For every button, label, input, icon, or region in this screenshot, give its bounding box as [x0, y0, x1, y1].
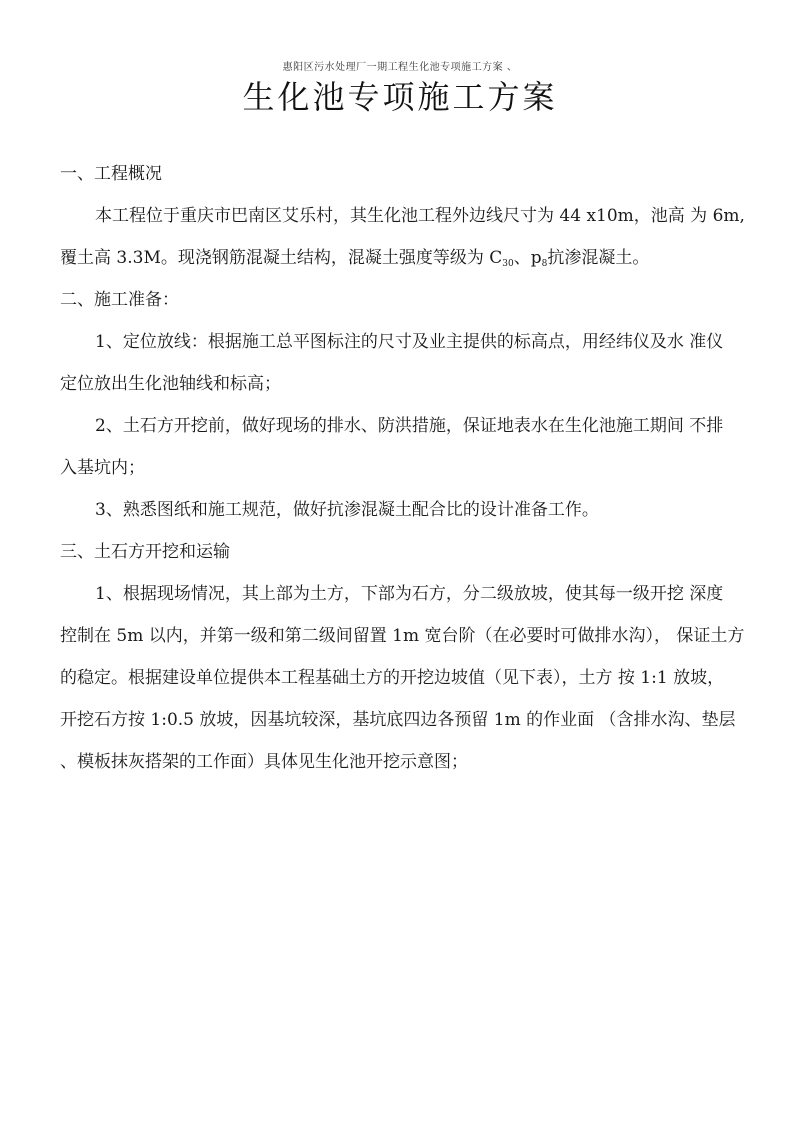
line-2-text-c: 抗渗混凝土。	[547, 248, 650, 268]
section-3-paragraph-line-4: 开挖石方按 1:0.5 放坡，因基坑较深，基坑底四边各预留 1m 的作业面 （含排水沟、垫层	[60, 710, 736, 730]
line-2-text-a: 覆土高 3.3M。现浇钢筋混凝土结构，混凝土强度等级为 C	[60, 248, 503, 268]
impermeability-grade-subscript: 8	[541, 259, 548, 269]
document-title: 生化池专项施工方案	[242, 78, 558, 116]
concrete-grade-subscript: 30	[502, 259, 514, 269]
section-1-paragraph-line-1: 本工程位于重庆市巴南区艾乐村，其生化池工程外边线尺寸为 44 x10m，池高 为 6m,	[95, 206, 745, 226]
section-2-item-2-line-1: 2、土石方开挖前，做好现场的排水、防洪措施，保证地表水在生化池施工期间 不排	[95, 416, 724, 436]
line-2-text-b: 、p	[513, 248, 542, 268]
running-header: 惠阳区污水处理厂一期工程生化池专项施工方案 、	[282, 62, 518, 73]
section-3-paragraph-line-5: 、模板抹灰搭架的工作面）具体见生化池开挖示意图；	[60, 752, 468, 772]
section-3-heading: 三、土石方开挖和运输	[60, 542, 230, 562]
section-2-item-1-line-2: 定位放出生化池轴线和标高；	[60, 374, 281, 394]
section-1-paragraph-line-2	[60, 246, 750, 276]
section-2-item-3-line-1: 3、熟悉图纸和施工规范，做好抗渗混凝土配合比的设计准备工作。	[95, 500, 599, 520]
section-1-heading: 一、工程概况	[60, 164, 162, 184]
section-3-paragraph-line-2: 控制在 5m 以内，并第一级和第二级间留置 1m 宽台阶（在必要时可做排水沟）， 保证土方	[60, 626, 745, 646]
section-2-item-1-line-1: 1、定位放线：根据施工总平图标注的尺寸及业主提供的标高点，用经纬仪及水 准仪	[95, 332, 724, 352]
section-2-item-2-line-2: 入基坑内；	[60, 458, 145, 478]
section-3-paragraph-line-3: 的稳定。根据建设单位提供本工程基础土方的开挖边坡值（见下表），土方 按 1:1 放坡，	[60, 668, 725, 688]
section-3-paragraph-line-1: 1、根据现场情况，其上部为土方，下部为石方，分二级放坡，使其每一级开挖 深度	[95, 584, 724, 604]
section-2-heading: 二、施工准备：	[60, 290, 179, 310]
